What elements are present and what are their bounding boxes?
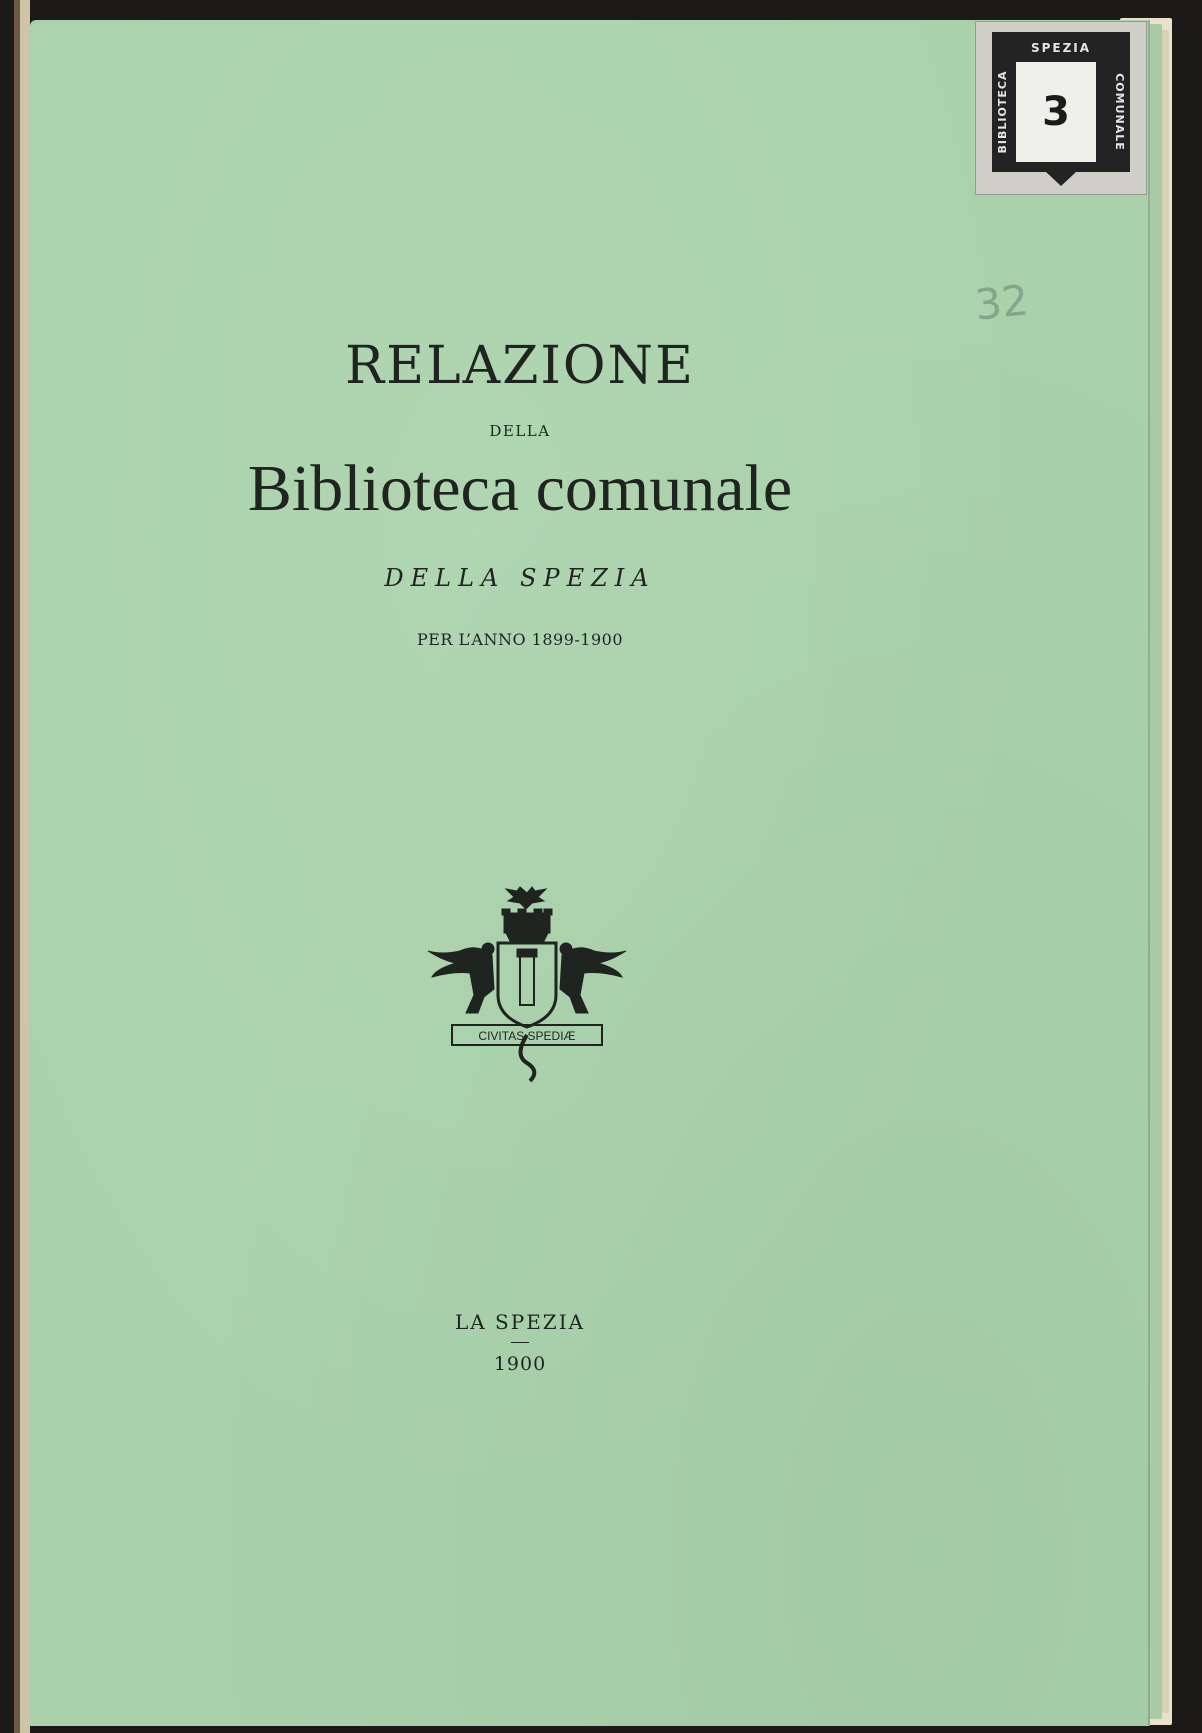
cover-place: DELLA SPEZIA [384,564,656,592]
coat-of-arms-icon [422,885,632,1085]
library-label [975,21,1147,195]
label-number: 3 [1042,89,1070,135]
book-cover [30,20,1150,1726]
pencil-annotation: 32 [972,275,1031,330]
imprint-rule [511,1342,529,1343]
griffin-right-icon [560,948,626,1013]
crest-motto: CIVITAS SPEDIÆ [478,1029,576,1043]
cover-year-line: PER L’ANNO 1899-1900 [416,630,624,649]
label-right-text: COMUNALE [1113,73,1126,151]
cover-title: RELAZIONE [345,336,695,396]
eagle-icon [506,887,546,909]
crown-icon [504,913,550,933]
imprint-year: 1900 [493,1353,547,1375]
label-top-text: SPEZIA [1030,41,1092,55]
imprint [30,1310,1010,1375]
imprint-place: LA SPEZIA [454,1310,586,1334]
binding-strip [0,0,30,1733]
griffin-left-icon [428,948,494,1013]
label-left-text: BIBLIOTECA [996,70,1009,154]
cover-della: DELLA [489,422,551,440]
cover-subject: Biblioteca comunale [247,452,793,525]
title-block [30,330,1010,649]
